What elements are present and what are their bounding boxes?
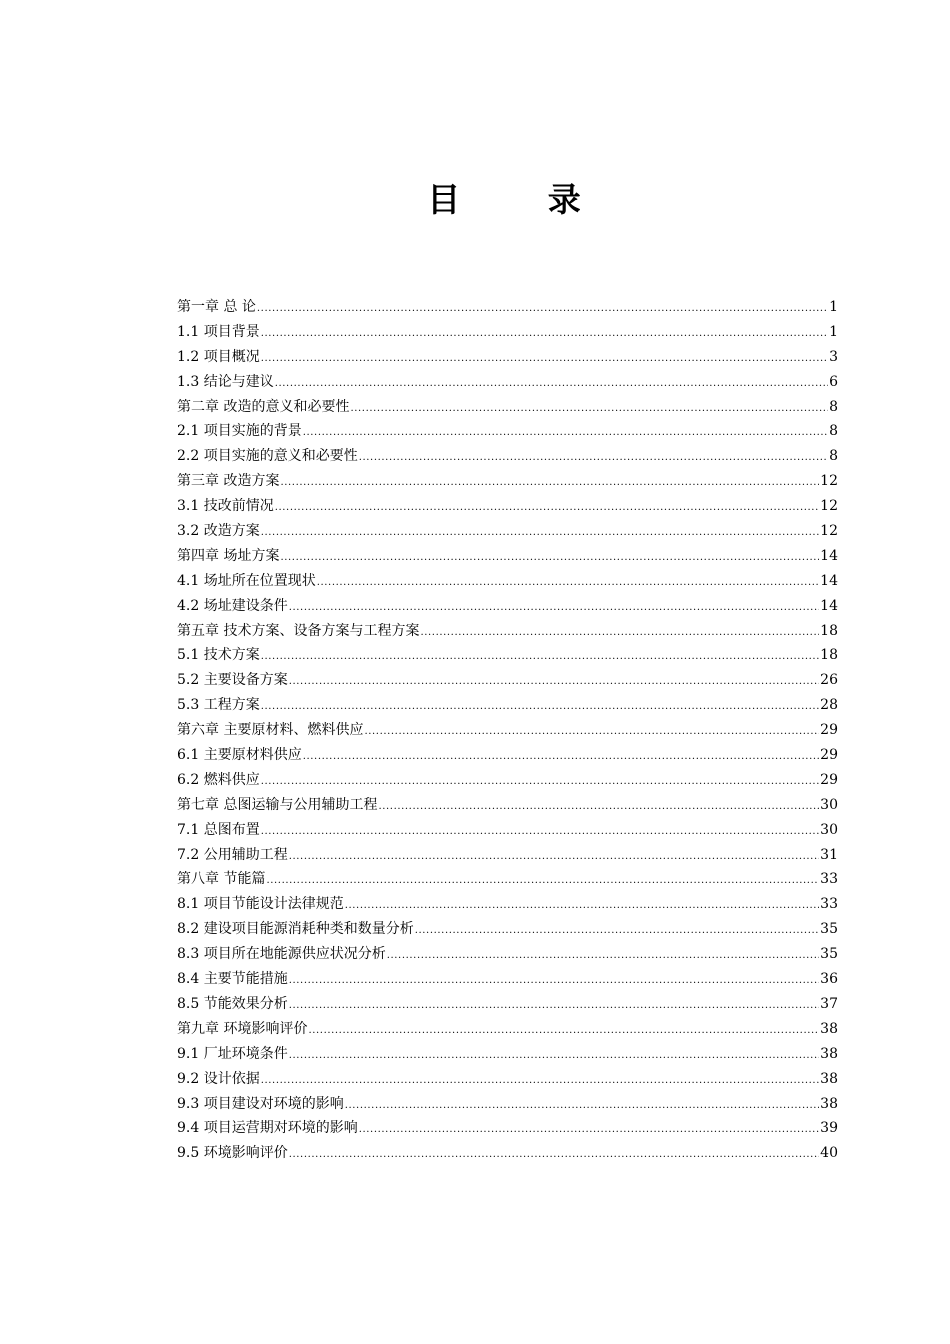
toc-entry-label: 8.2 建设项目能源消耗种类和数量分析	[177, 921, 414, 938]
toc-entry[interactable]	[177, 917, 838, 942]
toc-dot-leader	[303, 421, 828, 444]
toc-entry-label: 第六章 主要原材料、燃料供应	[177, 722, 364, 739]
toc-dot-leader	[261, 820, 819, 843]
toc-entry-label: 第七章 总图运输与公用辅助工程	[177, 796, 378, 813]
toc-entry-page-number: 35	[820, 921, 838, 938]
toc-entry-page-number: 14	[820, 572, 838, 589]
toc-entry-label: 8.1 项目节能设计法律规范	[177, 896, 344, 913]
toc-entry-label: 9.5 环境影响评价	[177, 1145, 288, 1162]
toc-entry-page-number: 36	[820, 971, 838, 988]
toc-entry-label: 8.4 主要节能措施	[177, 971, 288, 988]
toc-entry[interactable]	[177, 768, 838, 793]
toc-entry-label: 8.3 项目所在地能源供应状况分析	[177, 946, 386, 963]
toc-dot-leader	[387, 944, 819, 967]
toc-dot-leader	[289, 1044, 819, 1067]
toc-dot-leader	[280, 546, 819, 569]
toc-entry[interactable]	[177, 793, 838, 818]
toc-dot-leader	[275, 372, 828, 395]
toc-dot-leader	[275, 496, 819, 519]
toc-entry-label: 第五章 技术方案、设备方案与工程方案	[177, 622, 420, 639]
toc-entry[interactable]	[177, 992, 838, 1017]
toc-entry[interactable]	[177, 967, 838, 992]
toc-entry[interactable]	[177, 370, 838, 395]
toc-entry[interactable]	[177, 320, 838, 345]
toc-entry-page-number: 29	[820, 771, 838, 788]
toc-entry-label: 第四章 场址方案	[177, 547, 280, 564]
toc-entry-page-number: 12	[820, 498, 838, 515]
toc-entry-label: 1.2 项目概况	[177, 348, 260, 365]
toc-entry-page-number: 14	[820, 547, 838, 564]
toc-entry-label: 第九章 环境影响评价	[177, 1020, 308, 1037]
toc-dot-leader	[261, 695, 819, 718]
toc-entry-label: 7.2 公用辅助工程	[177, 846, 288, 863]
toc-entry-label: 6.2 燃料供应	[177, 771, 260, 788]
toc-dot-leader	[289, 969, 819, 992]
toc-dot-leader	[415, 919, 819, 942]
toc-entry-page-number: 6	[829, 373, 838, 390]
toc-entry-label: 1.3 结论与建议	[177, 373, 274, 390]
toc-dot-leader	[359, 1118, 819, 1141]
toc-dot-leader	[345, 894, 819, 917]
toc-entry-page-number: 8	[829, 398, 838, 415]
toc-entry-page-number: 1	[829, 299, 838, 315]
toc-entry-page-number: 38	[820, 1020, 838, 1037]
toc-entry-label: 9.4 项目运营期对环境的影响	[177, 1120, 358, 1137]
toc-entry-label: 8.5 节能效果分析	[177, 995, 288, 1012]
toc-entry[interactable]	[177, 942, 838, 967]
toc-entry-label: 9.3 项目建设对环境的影响	[177, 1095, 344, 1112]
toc-entry-page-number: 1	[829, 323, 838, 340]
toc-dot-leader	[261, 521, 819, 544]
toc-dot-leader	[289, 845, 819, 868]
toc-entry[interactable]	[177, 569, 838, 594]
toc-entry-label: 9.2 设计依据	[177, 1070, 260, 1087]
toc-dot-leader	[261, 347, 828, 370]
toc-entry-label: 7.1 总图布置	[177, 821, 260, 838]
toc-entry[interactable]	[177, 345, 838, 370]
toc-dot-leader	[280, 471, 819, 494]
toc-dot-leader	[350, 397, 828, 420]
toc-entry-page-number: 18	[820, 622, 838, 639]
toc-dot-leader	[261, 322, 828, 345]
toc-entry-page-number: 33	[820, 871, 838, 888]
toc-entry[interactable]	[177, 594, 838, 619]
toc-entry-label: 第一章 总 论	[177, 299, 256, 315]
toc-dot-leader	[289, 596, 819, 619]
toc-entry[interactable]	[177, 1017, 838, 1042]
toc-entry-page-number: 35	[820, 946, 838, 963]
toc-dot-leader	[378, 795, 819, 818]
toc-dot-leader	[289, 1143, 819, 1166]
toc-entry-label: 9.1 厂址环境条件	[177, 1045, 288, 1062]
toc-entry-page-number: 29	[820, 747, 838, 764]
toc-entry-page-number: 31	[820, 846, 838, 863]
toc-entry-page-number: 8	[829, 448, 838, 465]
toc-entry[interactable]	[177, 295, 838, 320]
toc-entry-page-number: 26	[820, 672, 838, 689]
toc-entry[interactable]	[177, 693, 838, 718]
toc-entry-page-number: 38	[820, 1070, 838, 1087]
toc-entry-page-number: 30	[820, 796, 838, 813]
toc-entry-label: 3.1 技改前情况	[177, 498, 274, 515]
toc-entry[interactable]	[177, 1042, 838, 1067]
toc-entry[interactable]	[177, 395, 838, 420]
toc-dot-leader	[303, 745, 819, 768]
toc-entry-page-number: 40	[820, 1145, 838, 1162]
toc-dot-leader	[289, 994, 819, 1017]
toc-entry-page-number: 30	[820, 821, 838, 838]
toc-entry-page-number: 3	[829, 348, 838, 365]
toc-entry[interactable]	[177, 867, 838, 892]
toc-dot-leader	[420, 621, 819, 644]
toc-dot-leader	[261, 770, 819, 793]
toc-entry-label: 第三章 改造方案	[177, 473, 280, 490]
toc-entry[interactable]	[177, 1141, 838, 1166]
toc-entry-page-number: 12	[820, 473, 838, 490]
toc-entry-page-number: 38	[820, 1095, 838, 1112]
toc-entry[interactable]	[177, 743, 838, 768]
toc-dot-leader	[317, 571, 819, 594]
toc-dot-leader	[364, 720, 819, 743]
toc-entry-page-number: 38	[820, 1045, 838, 1062]
toc-entry[interactable]	[177, 892, 838, 917]
toc-entry[interactable]	[177, 519, 838, 544]
toc-entry-label: 4.2 场址建设条件	[177, 597, 288, 614]
toc-entry[interactable]	[177, 494, 838, 519]
toc-entry-page-number: 39	[820, 1120, 838, 1137]
toc-entry-label: 1.1 项目背景	[177, 323, 260, 340]
toc-entry[interactable]	[177, 544, 838, 569]
page-title: 目 录	[427, 180, 619, 219]
toc-entry-label: 2.2 项目实施的意义和必要性	[177, 448, 358, 465]
table-of-contents	[177, 295, 838, 1166]
toc-dot-leader	[345, 1094, 819, 1117]
toc-entry-label: 第八章 节能篇	[177, 871, 266, 888]
toc-entry[interactable]	[177, 643, 838, 668]
toc-entry[interactable]	[177, 619, 838, 644]
toc-entry-label: 5.1 技术方案	[177, 647, 260, 664]
toc-entry-page-number: 29	[820, 722, 838, 739]
toc-entry-page-number: 14	[820, 597, 838, 614]
toc-entry-label: 5.3 工程方案	[177, 697, 260, 714]
toc-entry[interactable]	[177, 668, 838, 693]
toc-entry[interactable]	[177, 1116, 838, 1141]
toc-dot-leader	[261, 645, 819, 668]
toc-entry[interactable]	[177, 843, 838, 868]
toc-entry-label: 第二章 改造的意义和必要性	[177, 398, 350, 415]
toc-entry-page-number: 28	[820, 697, 838, 714]
toc-dot-leader	[289, 670, 819, 693]
toc-entry-page-number: 12	[820, 523, 838, 540]
toc-dot-leader	[257, 297, 828, 320]
toc-entry-label: 3.2 改造方案	[177, 523, 260, 540]
toc-entry[interactable]	[177, 1092, 838, 1117]
toc-entry[interactable]	[177, 1067, 838, 1092]
toc-entry-label: 5.2 主要设备方案	[177, 672, 288, 689]
toc-dot-leader	[308, 1019, 819, 1042]
toc-entry[interactable]	[177, 444, 838, 469]
toc-entry[interactable]	[177, 818, 838, 843]
toc-entry-page-number: 18	[820, 647, 838, 664]
toc-entry-page-number: 37	[820, 995, 838, 1012]
toc-entry-page-number: 8	[829, 423, 838, 440]
toc-entry-label: 6.1 主要原材料供应	[177, 747, 302, 764]
toc-dot-leader	[359, 446, 828, 469]
toc-dot-leader	[266, 869, 819, 892]
toc-entry[interactable]	[177, 718, 838, 743]
toc-entry-label: 2.1 项目实施的背景	[177, 423, 302, 440]
toc-dot-leader	[261, 1069, 819, 1092]
toc-entry-label: 4.1 场址所在位置现状	[177, 572, 316, 589]
toc-entry[interactable]	[177, 419, 838, 444]
toc-entry[interactable]	[177, 469, 838, 494]
toc-entry-page-number: 33	[820, 896, 838, 913]
